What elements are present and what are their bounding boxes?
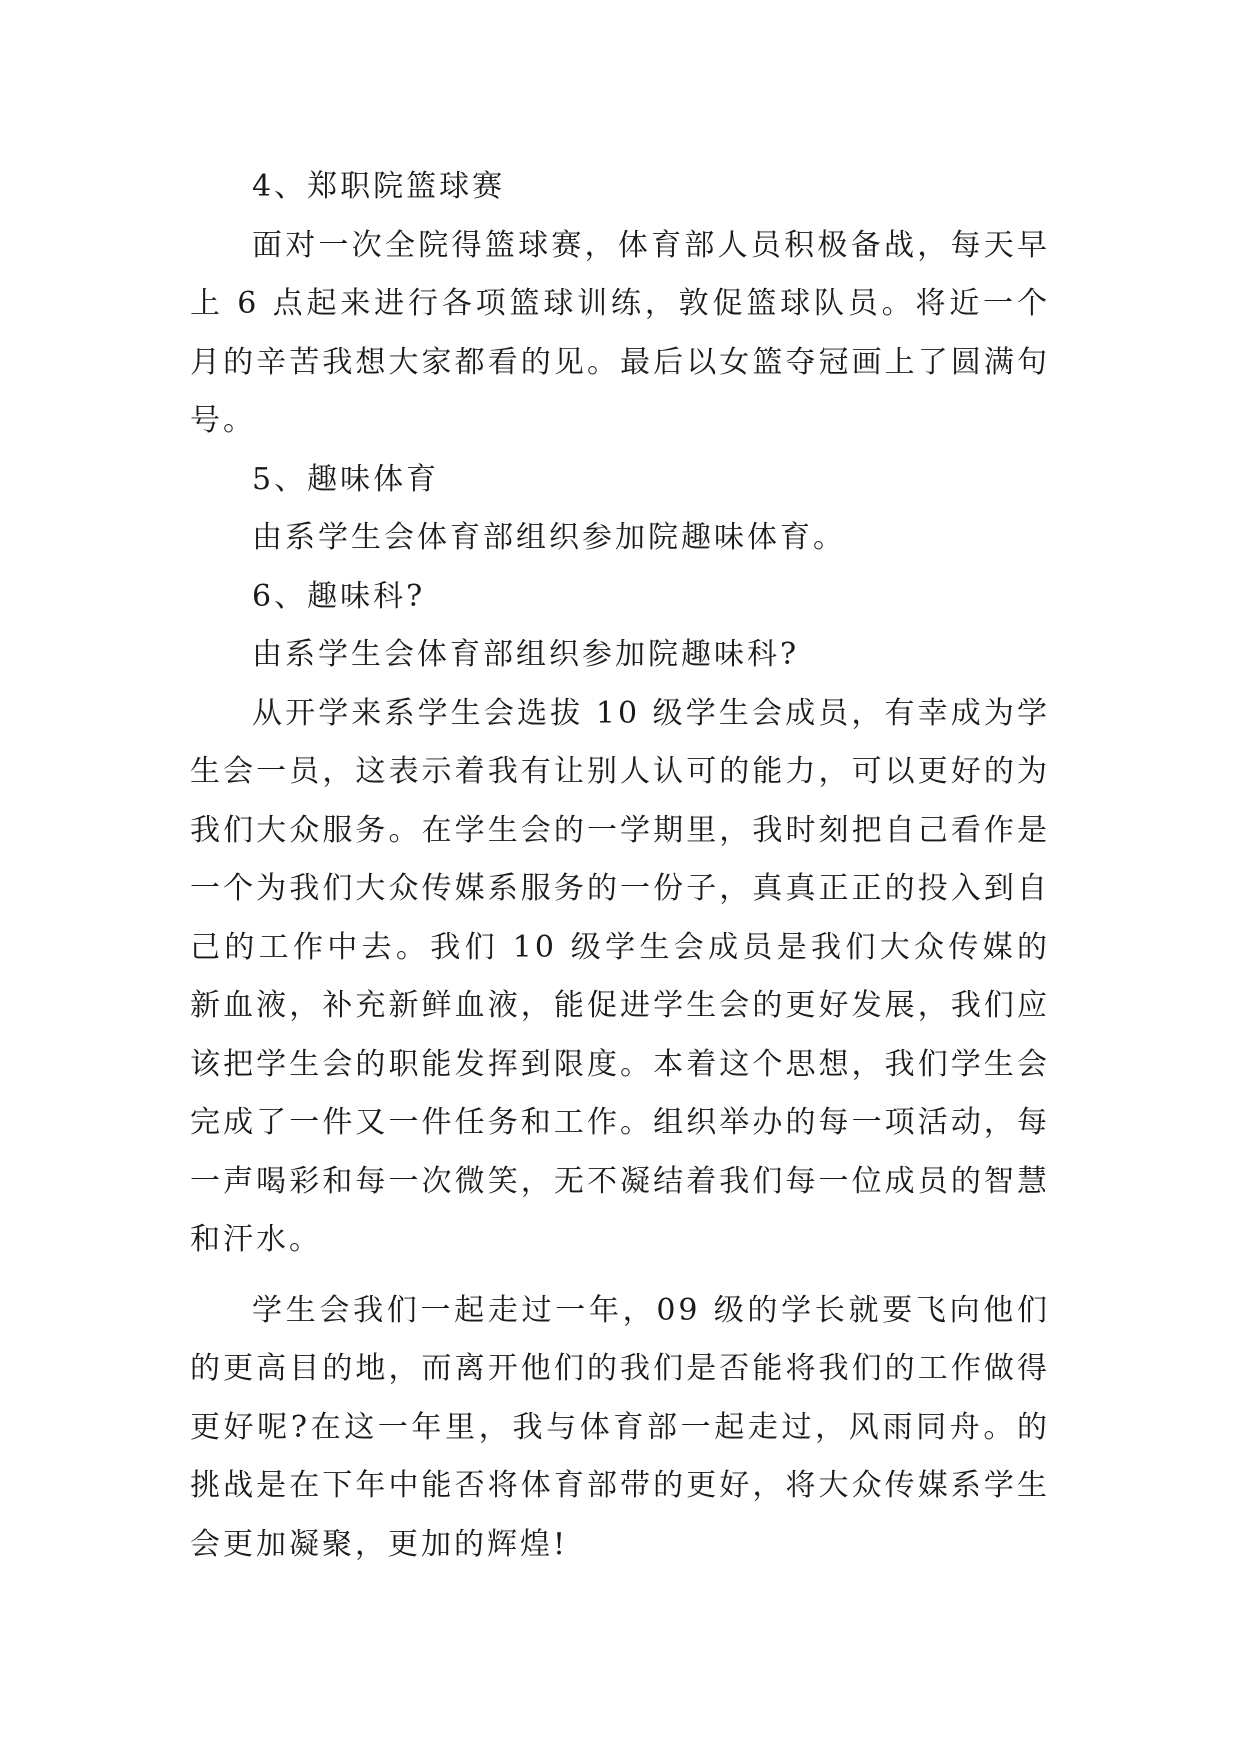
paragraph-fun-sports: 由系学生会体育部组织参加院趣味体育。 <box>252 520 846 555</box>
paragraph-closing: 学生会我们一起走过一年，09 级的学长就要飞向他们的更高目的地，而离开他们的我们是否能将我们的工作做得更好呢?在这一年里，我与体育部一起走过，风雨同舟。的挑战是在下年中能否将体育部带的更好，将大众传媒系学生会更加凝聚，更加的辉煌! <box>190 1292 1050 1562</box>
paragraph-fun-science: 由系学生会体育部组织参加院趣味科? <box>252 637 800 672</box>
paragraph-student-union-summary: 从开学来系学生会选拔 10 级学生会成员，有幸成为学生会一员，这表示着我有让别人认可的能力，可以更好的为我们大众服务。在学生会的一学期里，我时刻把自己看作是一个为我们大众传媒系服务的一份子，真真正正的投入到自己的工作中去。我们 10 级学生会成员是我们大众传媒的新血液，补充新鲜血液，能促进学生会的更好发展，我们应该把学生会的职能发挥到限度。本着这个思想，我们学生会完成了一件又一件任务和工作。组织举办的每一项活动，每一声喝彩和每一次微笑，无不凝结着我们每一位成员的智慧和汗水。 <box>190 695 1050 1257</box>
section-heading-fun-science: 6、趣味科? <box>252 578 426 614</box>
section-heading-basketball: 4、郑职院篮球赛 <box>252 169 506 204</box>
section-heading-fun-sports: 5、趣味体育 <box>252 461 440 497</box>
document-body <box>190 158 1050 1574</box>
paragraph-basketball: 面对一次全院得篮球赛，体育部人员积极备战，每天早上 6 点起来进行各项篮球训练，敦促篮球队员。将近一个月的辛苦我想大家都看的见。最后以女篮夺冠画上了圆满句号。 <box>190 227 1050 438</box>
